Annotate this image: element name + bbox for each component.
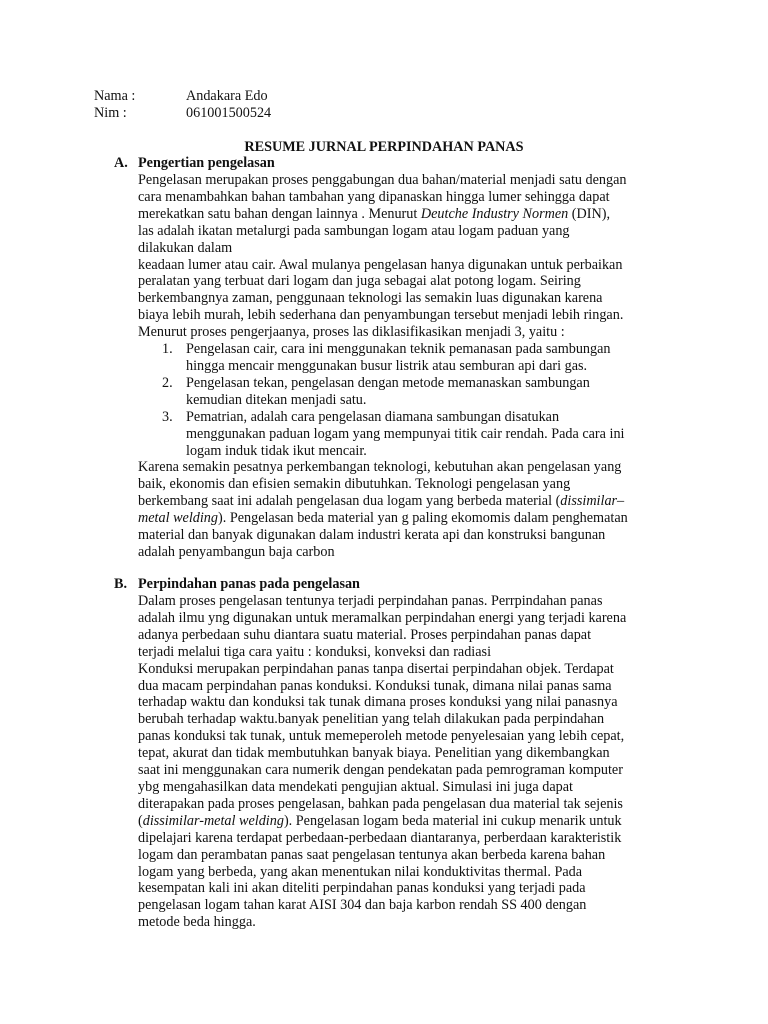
metal-welding-italic: metal welding (138, 510, 218, 527)
list-item (138, 409, 678, 460)
list-number: 3. (162, 408, 173, 425)
paragraph-line (138, 813, 678, 830)
list-line: kemudian ditekan menjadi satu. (186, 391, 367, 408)
paragraph-line: keadaan lumer atau cair. Awal mulanya pengelasan hanya digunakan untuk perbaikan (138, 256, 623, 273)
list-line: Pengelasan cair, cara ini menggunakan teknik pemanasan pada sambungan (186, 341, 611, 358)
paragraph-line: berkembangnya zaman, penggunaan teknologi las semakin luas digunakan karena (138, 290, 603, 307)
paragraph-line (138, 493, 678, 510)
list-line: logam induk tidak ikut mencair. (186, 442, 367, 459)
section-b-letter: B. (114, 576, 128, 592)
paragraph-line: material dan banyak digunakan dalam industri kerata api dan konstruksi bangunan (138, 527, 606, 544)
paragraph-line: tepat, akurat dan tidak membutuhkan banyak biaya. Penelitian yang dikembangkan (138, 745, 610, 762)
list-line: menggunakan paduan logam yang mempunyai titik cair rendah. Pada cara ini (186, 425, 625, 442)
section-a-title: Pengertian pengelasan (138, 155, 275, 171)
section-b-title: Perpindahan panas pada pengelasan (138, 576, 360, 592)
paragraph-line: ybg mengahasilkan data mendekati pengujian aktual. Simulasi ini juga dapat (138, 778, 573, 795)
list-line: Pematrian, adalah cara pengelasan diamana sambungan disatukan (186, 408, 560, 425)
section-b-body (138, 593, 678, 931)
paragraph-line: berubah terhadap waktu.banyak penelitian yang telah dilakukan pada perpindahan (138, 711, 605, 728)
paragraph-line: Pengelasan merupakan proses penggabungan dua bahan/material menjadi satu dengan (138, 172, 627, 188)
list-item (138, 375, 678, 409)
section-a-letter: A. (114, 155, 128, 171)
paragraph-line: dua macam perpindahan panas konduksi. Konduksi tunak, dimana nilai panas sama (138, 677, 612, 694)
paragraph-line: panas konduksi tak tunak, untuk memeperoleh metode penyelesaian yang lebih cepat, (138, 728, 625, 745)
document-title: RESUME JURNAL PERPINDAHAN PANAS (244, 139, 524, 155)
paragraph-line: terhadap waktu dan konduksi tak tunak dimana proses konduksi yang nilai panasnya (138, 694, 618, 711)
dissimilar-italic: dissimilar– (560, 493, 625, 510)
nama-label: Nama : (94, 88, 136, 104)
text-run: berkembang saat ini adalah pengelasan dua logam yang berbeda material ( (138, 493, 561, 510)
paragraph-line: Menurut proses pengerjaanya, proses las diklasifikasikan menjadi 3, yaitu : (138, 324, 565, 341)
paragraph-line: logam dan perambatan panas saat pengelasan tentunya akan berbeda karena bahan (138, 846, 606, 863)
welding-process-list (138, 341, 678, 459)
paragraph-line: biaya lebih murah, lebih sederhana dan penyambungan tersebut menjadi lebih ringan. (138, 307, 624, 324)
list-item (138, 341, 678, 375)
text-run: ). Pengelasan logam beda material ini cukup menarik untuk (283, 812, 622, 829)
text-run: ( (138, 812, 143, 829)
nim-label: Nim : (94, 105, 127, 121)
text-run: ). Pengelasan beda material yan g paling ekomomis dalam penghematan (218, 510, 628, 527)
paragraph-line: saat ini menggunakan cara numerik dengan pendekatan pada pemrograman komputer (138, 762, 623, 779)
list-line: hingga mencair menggunakan busur listrik atau semburan api dari gas. (186, 357, 588, 374)
nama-value: Andakara Edo (186, 88, 268, 104)
paragraph-line: Konduksi merupakan perpindahan panas tanpa disertai perpindahan objek. Terdapat (138, 660, 614, 677)
paragraph-line: adalah ilmu yng digunakan untuk meramalkan perpindahan energi yang terjadi karena (138, 609, 627, 626)
paragraph-line: Karena semakin pesatnya perkembangan teknologi, kebutuhan akan pengelasan yang (138, 459, 622, 476)
paragraph-line: pengelasan logam tahan karat AISI 304 dan baja karbon rendah SS 400 dengan (138, 897, 587, 914)
paragraph-line: logam yang berbeda, yang akan menentukan nilai konduktivitas thermal. Pada (138, 863, 583, 880)
section-a-body (138, 172, 678, 561)
text-run: (DIN), (568, 205, 611, 222)
dissimilar-metal-welding-italic: dissimilar-metal welding (142, 812, 284, 829)
paragraph-line: terjadi melalui tiga cara yaitu : konduksi, konveksi dan radiasi (138, 643, 492, 660)
paragraph-line: kesempatan kali ini akan diteliti perpindahan panas konduksi yang terjadi pada (138, 880, 586, 897)
text-run: merekatkan satu bahan dengan lainnya . Menurut (138, 205, 421, 222)
paragraph-line (138, 510, 678, 527)
paragraph-line: Dalam proses pengelasan tentunya terjadi perpindahan panas. Perrpindahan panas (138, 593, 603, 609)
paragraph-line: baik, ekonomis dan efisien semakin dibutuhkan. Teknologi pengelasan yang (138, 476, 571, 493)
paragraph-line: peralatan yang terbuat dari logam dan juga sebagai alat potong logam. Seiring (138, 273, 581, 290)
nim-value: 061001500524 (186, 105, 272, 121)
paragraph-line: adanya perbedaan suhu diantara suatu material. Proses perpindahan panas dapat (138, 626, 592, 643)
section-a-heading (114, 155, 275, 172)
list-number: 1. (162, 341, 173, 358)
paragraph-line: dilakukan dalam (138, 239, 233, 256)
list-line: Pengelasan tekan, pengelasan dengan metode memanaskan sambungan (186, 374, 590, 391)
din-italic: Deutche Industry Normen (420, 205, 569, 222)
paragraph-line: cara menambahkan bahan tambahan yang dipanaskan hingga lumer sehingga dapat (138, 188, 610, 205)
list-number: 2. (162, 374, 173, 391)
paragraph-line: diterapakan pada proses pengelasan, bahkan pada pengelasan dua material tak sejenis (138, 795, 623, 812)
paragraph-line: dipelajari karena terdapat perbedaan-perbedaan diantaranya, perberdaan karakteristik (138, 829, 622, 846)
paragraph-line: metode beda hingga. (138, 914, 256, 931)
paragraph-line (138, 206, 678, 223)
section-b-heading (114, 576, 360, 593)
paragraph-line: adalah penyambangun baja carbon (138, 543, 335, 560)
paragraph-line: las adalah ikatan metalurgi pada sambungan logam atau logam paduan yang (138, 222, 570, 239)
